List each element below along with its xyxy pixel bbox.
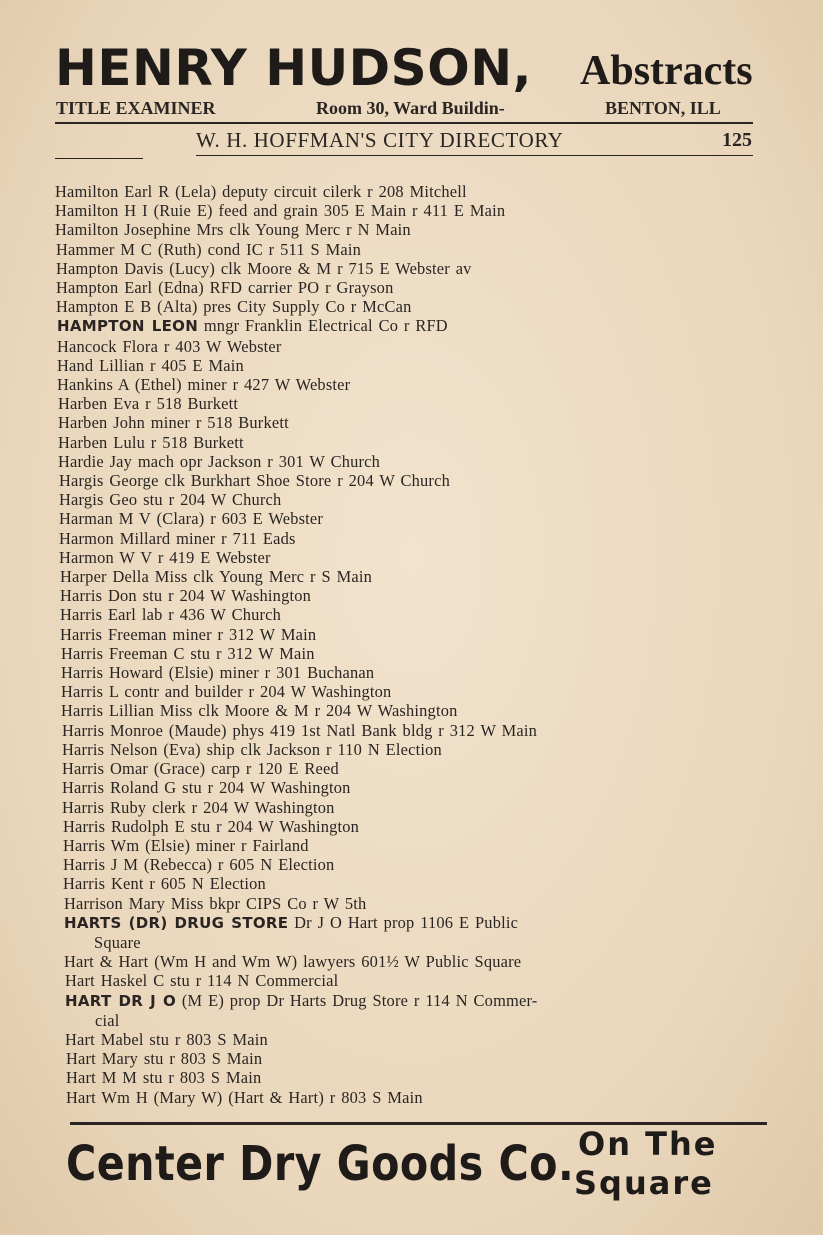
entry-text: Hammer M C (Ruth) cond IC r 511 S Main bbox=[56, 239, 362, 259]
entry-text: Square bbox=[94, 932, 141, 952]
directory-entry bbox=[0, 778, 823, 797]
subheader-rule-right bbox=[196, 155, 753, 156]
entry-text: Hardie Jay mach opr Jackson r 301 W Church bbox=[58, 451, 381, 471]
entry-text: Hamilton H I (Ruie E) feed and grain 305 E Main r 411 E Main bbox=[55, 201, 506, 221]
directory-entry bbox=[0, 297, 823, 316]
advertiser-city: BENTON, ILL bbox=[605, 98, 721, 118]
directory-entry bbox=[0, 413, 823, 432]
entry-text: Dr J O Hart prop 1106 E Public bbox=[288, 912, 519, 932]
directory-entry bbox=[0, 855, 823, 874]
entry-text: Harben John miner r 518 Burkett bbox=[58, 413, 289, 433]
entry-text: Harris Omar (Grace) carp r 120 E Reed bbox=[62, 759, 339, 779]
directory-entry bbox=[0, 682, 823, 701]
directory-entry bbox=[0, 874, 823, 893]
directory-entry bbox=[0, 952, 823, 971]
entry-text: Harper Della Miss clk Young Merc r S Main bbox=[60, 567, 373, 587]
directory-entry bbox=[0, 375, 823, 394]
directory-entry bbox=[0, 356, 823, 375]
entry-text: Harris Kent r 605 N Election bbox=[63, 874, 266, 894]
directory-entry bbox=[0, 259, 823, 278]
directory-entry bbox=[0, 605, 823, 624]
directory-entry bbox=[0, 182, 823, 201]
entry-text: Hampton E B (Alta) pres City Supply Co r McCan bbox=[56, 297, 412, 317]
advertiser-address: Room 30, Ward Buildin- bbox=[316, 98, 505, 118]
entry-text: Hamilton Earl R (Lela) deputy circuit cilerk r 208 Mitchell bbox=[55, 182, 467, 201]
directory-entry bbox=[0, 1049, 823, 1068]
entry-text: Hart & Hart (Wm H and Wm W) lawyers 601½ W Public Square bbox=[64, 952, 522, 972]
directory-entry bbox=[0, 394, 823, 413]
directory-entry bbox=[0, 1011, 823, 1030]
entry-text: Harris Howard (Elsie) miner r 301 Buchanan bbox=[61, 663, 375, 683]
entry-text: Harris Lillian Miss clk Moore & M r 204 W Washington bbox=[61, 701, 458, 721]
directory-entry bbox=[0, 701, 823, 720]
entry-text: cial bbox=[95, 1010, 120, 1030]
entry-text: Harrison Mary Miss bkpr CIPS Co r W 5th bbox=[64, 893, 367, 913]
entry-text: Harmon Millard miner r 711 Eads bbox=[59, 528, 296, 548]
directory-entry bbox=[0, 529, 823, 548]
entry-text: Harris Freeman miner r 312 W Main bbox=[60, 624, 317, 644]
entry-text: Harris Monroe (Maude) phys 419 1st Natl Bank bldg r 312 W Main bbox=[62, 720, 538, 740]
directory-entry bbox=[0, 548, 823, 567]
entry-text: Harris J M (Rebecca) r 605 N Election bbox=[63, 855, 335, 875]
directory-entry bbox=[0, 240, 823, 259]
entry-text: Harman M V (Clara) r 603 E Webster bbox=[59, 509, 324, 529]
directory-entry bbox=[0, 316, 823, 336]
subheader-rule-left bbox=[55, 158, 143, 159]
directory-entry bbox=[0, 971, 823, 990]
entry-text: Hand Lillian r 405 E Main bbox=[57, 355, 244, 375]
directory-entry bbox=[0, 836, 823, 855]
entry-text: Hancock Flora r 403 W Webster bbox=[57, 336, 282, 356]
entry-text: Hampton Davis (Lucy) clk Moore & M r 715 E Webster av bbox=[56, 258, 472, 278]
directory-entry bbox=[0, 567, 823, 586]
entry-bold-name: HART DR J O bbox=[65, 991, 177, 1010]
directory-entry bbox=[0, 721, 823, 740]
directory-entry bbox=[0, 509, 823, 528]
directory-entry bbox=[0, 740, 823, 759]
entry-text: Hart Wm H (Mary W) (Hart & Hart) r 803 S Main bbox=[66, 1087, 423, 1107]
directory-entry bbox=[0, 1088, 823, 1107]
entry-text: Hart Haskel C stu r 114 N Commercial bbox=[65, 971, 339, 991]
entry-text: Hampton Earl (Edna) RFD carrier PO r Grayson bbox=[56, 278, 394, 298]
advertiser-title: TITLE EXAMINER bbox=[56, 98, 216, 118]
entry-text: Hargis Geo stu r 204 W Church bbox=[59, 490, 282, 510]
entry-text: Harris Nelson (Eva) ship clk Jackson r 110 N Election bbox=[62, 739, 442, 759]
entry-text: Harris Freeman C stu r 312 W Main bbox=[61, 643, 315, 663]
directory-entry bbox=[0, 644, 823, 663]
entry-text: Hart M M stu r 803 S Main bbox=[66, 1068, 262, 1088]
directory-entry bbox=[0, 490, 823, 509]
directory-entry bbox=[0, 201, 823, 220]
directory-entry bbox=[0, 1030, 823, 1049]
entry-text: Hart Mary stu r 803 S Main bbox=[66, 1049, 263, 1069]
entry-text: Harris Wm (Elsie) miner r Fairland bbox=[63, 835, 309, 855]
entry-text: Harris Earl lab r 436 W Church bbox=[60, 605, 282, 625]
header-rule bbox=[55, 122, 753, 124]
entry-text: Harben Lulu r 518 Burkett bbox=[58, 432, 244, 452]
directory-entry bbox=[0, 933, 823, 952]
entry-text: (M E) prop Dr Harts Drug Store r 114 N Commer- bbox=[176, 990, 538, 1010]
directory-entry bbox=[0, 471, 823, 490]
directory-entry bbox=[0, 913, 823, 933]
entry-bold-name: HARTS (DR) DRUG STORE bbox=[64, 913, 289, 932]
directory-entry bbox=[0, 586, 823, 605]
directory-entry bbox=[0, 433, 823, 452]
directory-entry bbox=[0, 817, 823, 836]
footer-advertiser-name: Center Dry Goods Co. bbox=[66, 1136, 575, 1192]
footer-tagline-on-the: On The bbox=[578, 1125, 718, 1163]
directory-entry bbox=[0, 337, 823, 356]
directory-title: W. H. HOFFMAN'S CITY DIRECTORY bbox=[196, 128, 564, 152]
directory-entry bbox=[0, 452, 823, 471]
directory-entry bbox=[0, 663, 823, 682]
entry-text: mngr Franklin Electrical Co r RFD bbox=[198, 316, 448, 336]
entry-text: Harris Rudolph E stu r 204 W Washington bbox=[63, 816, 360, 836]
entry-text: Hankins A (Ethel) miner r 427 W Webster bbox=[57, 375, 351, 395]
entry-text: Harris Don stu r 204 W Washington bbox=[60, 586, 312, 606]
footer-tagline-square: Square bbox=[574, 1164, 714, 1202]
directory-listings bbox=[0, 182, 823, 1107]
entry-text: Harben Eva r 518 Burkett bbox=[58, 394, 239, 414]
entry-text: Harmon W V r 419 E Webster bbox=[59, 547, 271, 567]
advertiser-business: Abstracts bbox=[580, 48, 753, 94]
entry-bold-name: HAMPTON LEON bbox=[57, 317, 199, 336]
entry-text: Harris L contr and builder r 204 W Washington bbox=[61, 682, 392, 702]
directory-entry bbox=[0, 759, 823, 778]
directory-entry bbox=[0, 278, 823, 297]
directory-entry bbox=[0, 220, 823, 239]
entry-text: Harris Ruby clerk r 204 W Washington bbox=[62, 797, 335, 817]
entry-text: Hart Mabel stu r 803 S Main bbox=[65, 1029, 268, 1049]
advertiser-name: HENRY HUDSON, bbox=[55, 39, 533, 97]
entry-text: Hargis George clk Burkhart Shoe Store r 204 W Church bbox=[59, 471, 450, 491]
directory-entry bbox=[0, 894, 823, 913]
directory-entry bbox=[0, 991, 823, 1011]
directory-entry bbox=[0, 798, 823, 817]
directory-entry bbox=[0, 1068, 823, 1087]
page-number: 125 bbox=[722, 129, 752, 151]
entry-text: Harris Roland G stu r 204 W Washington bbox=[62, 778, 351, 798]
entry-text: Hamilton Josephine Mrs clk Young Merc r N Main bbox=[55, 220, 411, 240]
directory-entry bbox=[0, 625, 823, 644]
